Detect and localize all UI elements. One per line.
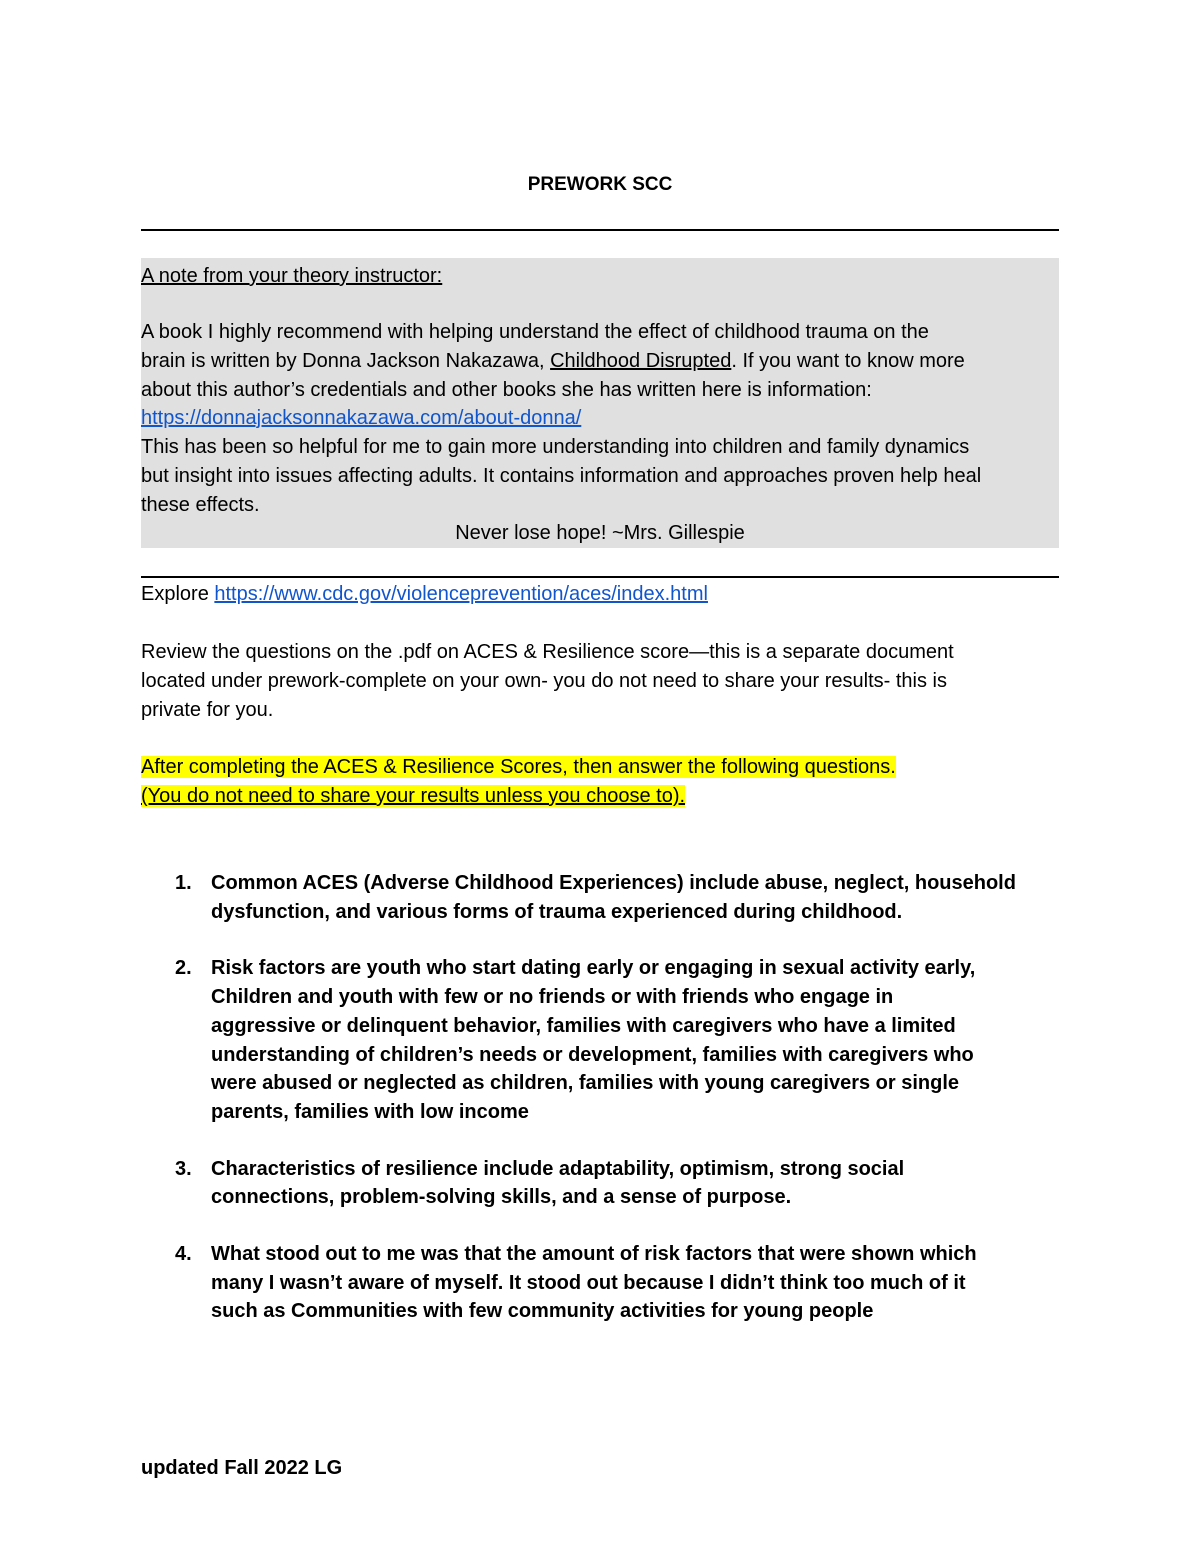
note-paragraph-line: about this author’s credentials and other books she has written here is information:: [141, 379, 872, 401]
note-signature: Never lose hope! ~Mrs. Gillespie: [455, 522, 745, 544]
footer-note: updated Fall 2022 LG: [141, 1457, 343, 1479]
note-paragraph-line: but insight into issues affecting adults. It contains information and approaches proven help heal: [141, 465, 982, 487]
list-item-number: 1.: [175, 872, 192, 894]
note-paragraph-line: these effects.: [141, 494, 260, 516]
explore-label: Explore: [141, 583, 215, 605]
review-line: Review the questions on the .pdf on ACES & Resilience score—this is a separate document: [141, 641, 954, 663]
highlighted-instruction-note: (You do not need to share your results unless you choose to).: [141, 785, 686, 807]
divider-top: [141, 229, 1059, 231]
note-paragraph-line: This has been so helpful for me to gain more understanding into children and family dynamics: [141, 436, 970, 458]
answer-list: [141, 869, 1059, 1354]
review-line: private for you.: [141, 699, 274, 721]
list-item: [141, 1240, 1011, 1326]
list-item-number: 4.: [175, 1243, 192, 1266]
list-item: [141, 954, 991, 1126]
list-item-number: 3.: [175, 1157, 192, 1180]
note-heading: A note from your theory instructor:: [141, 265, 443, 287]
note-text: brain is written by Donna Jackson Nakazawa,: [141, 350, 551, 372]
list-item: [141, 1155, 1011, 1212]
list-item-text: What stood out to me was that the amount of risk factors that were shown which many I wasn’t aware of myself. It stood out because I didn’t think too much of it such as Communities with few community activities for young people: [211, 1243, 977, 1323]
instruction-line: [141, 782, 685, 811]
page-title: PREWORK SCC: [527, 174, 673, 195]
note-paragraph-line: [141, 347, 965, 376]
list-item-text: Characteristics of resilience include adaptability, optimism, strong social connections, problem-solving skills, and a sense of purpose.: [211, 1157, 905, 1209]
author-link[interactable]: https://donnajacksonnakazawa.com/about-donna/: [141, 407, 582, 429]
list-item-text: Common ACES (Adverse Childhood Experiences) include abuse, neglect, household dysfunction, and various forms of trauma experienced during childhood.: [211, 872, 1016, 923]
list-item-text: Risk factors are youth who start dating early or engaging in sexual activity early, Children and youth with few or no friends or with friends who engage in aggressive or delinquent behavior, families with caregivers who have a limited understanding of children’s needs or development, families with caregivers who were abused or neglected as children, families with young caregivers or single parents, families with low income: [211, 957, 976, 1123]
book-title: Childhood Disrupted: [550, 350, 732, 372]
divider-middle: [141, 576, 1059, 578]
note-text: . If you want to know more: [731, 350, 965, 372]
author-link-line: [141, 404, 581, 433]
explore-line: [141, 580, 708, 609]
review-line: located under prework-complete on your own- you do not need to share your results- this is: [141, 670, 947, 692]
cdc-link[interactable]: https://www.cdc.gov/violenceprevention/aces/index.html: [214, 583, 708, 605]
highlighted-instruction: After completing the ACES & Resilience Scores, then answer the following questions.: [141, 756, 896, 778]
instruction-line: [141, 753, 896, 782]
note-paragraph-line: A book I highly recommend with helping understand the effect of childhood trauma on the: [141, 321, 929, 343]
list-item: [141, 869, 1021, 926]
list-item-number: 2.: [175, 957, 192, 980]
